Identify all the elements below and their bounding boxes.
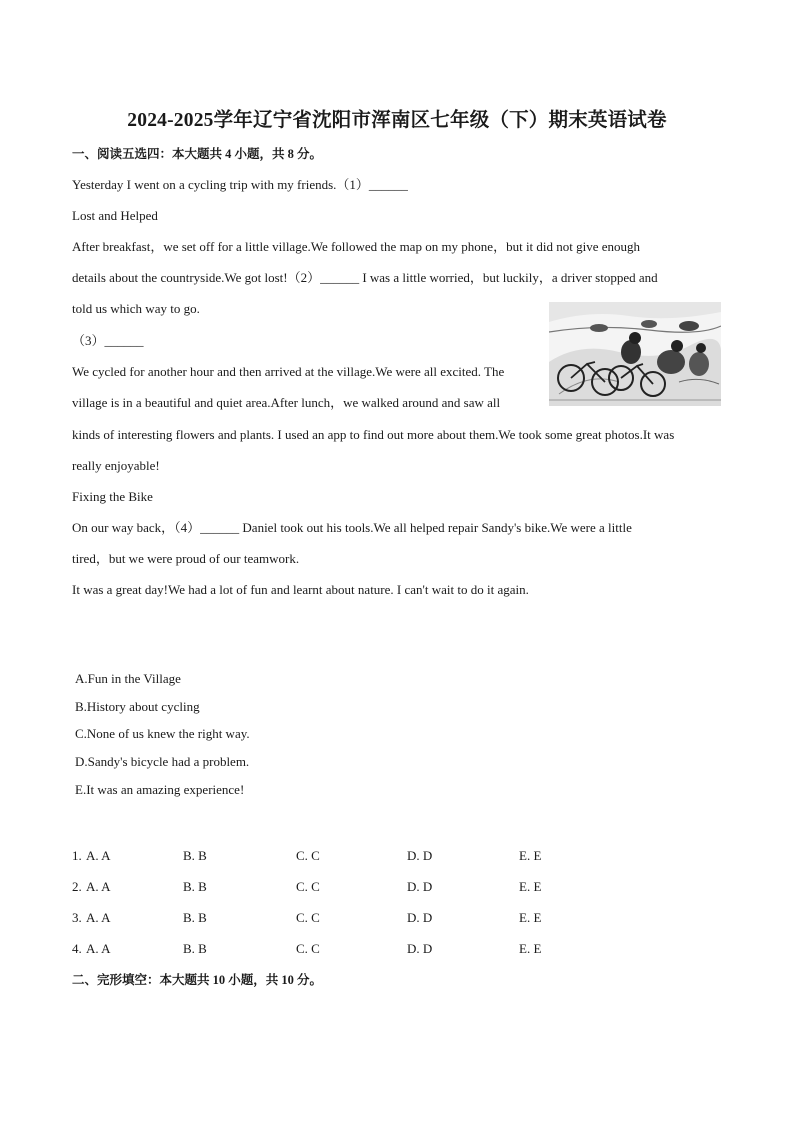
section-heading-reading: 一、阅读五选四：本大题共 4 小题，共 8 分。	[72, 147, 323, 161]
choice-e[interactable]: E. E	[519, 879, 542, 894]
choice-c[interactable]: C. C	[296, 879, 320, 894]
passage-blank-heading: （3）______	[72, 333, 144, 348]
question-number: 3.	[72, 910, 82, 925]
page-title: 2024-2025学年辽宁省沈阳市浑南区七年级（下）期末英语试卷	[127, 110, 667, 131]
option-d: D.Sandy's bicycle had a problem.	[75, 754, 250, 769]
passage-line: kinds of interesting flowers and plants. I used an app to find out more about them.We took some great photos.It was	[72, 427, 675, 442]
choice-c[interactable]: C. C	[296, 941, 320, 956]
choice-c[interactable]: C. C	[296, 848, 320, 863]
passage-line: details about the countryside.We got lost!（2）______ I was a little worried，but luckily，a driver stopped and	[72, 270, 658, 285]
choice-b[interactable]: B. B	[183, 848, 207, 863]
passage-line: Yesterday I went on a cycling trip with my friends.（1）______	[72, 177, 408, 192]
choice-a[interactable]: A. A	[86, 879, 111, 894]
choice-d[interactable]: D. D	[407, 848, 433, 863]
passage-line: really enjoyable!	[72, 458, 160, 473]
choice-a[interactable]: A. A	[86, 910, 111, 925]
choice-c[interactable]: C. C	[296, 910, 320, 925]
option-a: A.Fun in the Village	[75, 671, 181, 686]
passage-line: told us which way to go.	[72, 301, 200, 316]
passage-subheading: Lost and Helped	[72, 208, 158, 223]
question-number: 2.	[72, 879, 82, 894]
choice-a[interactable]: A. A	[86, 941, 111, 956]
option-c: C.None of us knew the right way.	[75, 726, 250, 741]
passage-line: After breakfast，we set off for a little village.We followed the map on my phone，but it did not give enough	[72, 239, 641, 254]
choice-a[interactable]: A. A	[86, 848, 111, 863]
option-e: E.It was an amazing experience!	[75, 782, 245, 797]
choice-b[interactable]: B. B	[183, 941, 207, 956]
choice-e[interactable]: E. E	[519, 941, 542, 956]
choice-b[interactable]: B. B	[183, 910, 207, 925]
passage-line: On our way back，（4）______ Daniel took out his tools.We all helped repair Sandy's bike.We were a little	[72, 520, 632, 535]
passage-line: village is in a beautiful and quiet area.After lunch，we walked around and saw all	[72, 395, 501, 410]
choice-b[interactable]: B. B	[183, 879, 207, 894]
choice-d[interactable]: D. D	[407, 910, 433, 925]
question-number: 4.	[72, 941, 82, 956]
passage-subheading: Fixing the Bike	[72, 489, 153, 504]
question-number: 1.	[72, 848, 82, 863]
passage-line: tired，but we were proud of our teamwork.	[72, 551, 300, 566]
choice-d[interactable]: D. D	[407, 879, 433, 894]
passage-line: It was a great day!We had a lot of fun and learnt about nature. I can't wait to do it again.	[72, 582, 529, 597]
choice-e[interactable]: E. E	[519, 910, 542, 925]
choice-d[interactable]: D. D	[407, 941, 433, 956]
option-b: B.History about cycling	[75, 699, 200, 714]
section-heading-cloze: 二、完形填空：本大题共 10 小题，共 10 分。	[72, 973, 323, 987]
passage-line: We cycled for another hour and then arrived at the village.We were all excited. The	[72, 364, 505, 379]
choice-e[interactable]: E. E	[519, 848, 542, 863]
cycling-illustration	[549, 302, 721, 406]
